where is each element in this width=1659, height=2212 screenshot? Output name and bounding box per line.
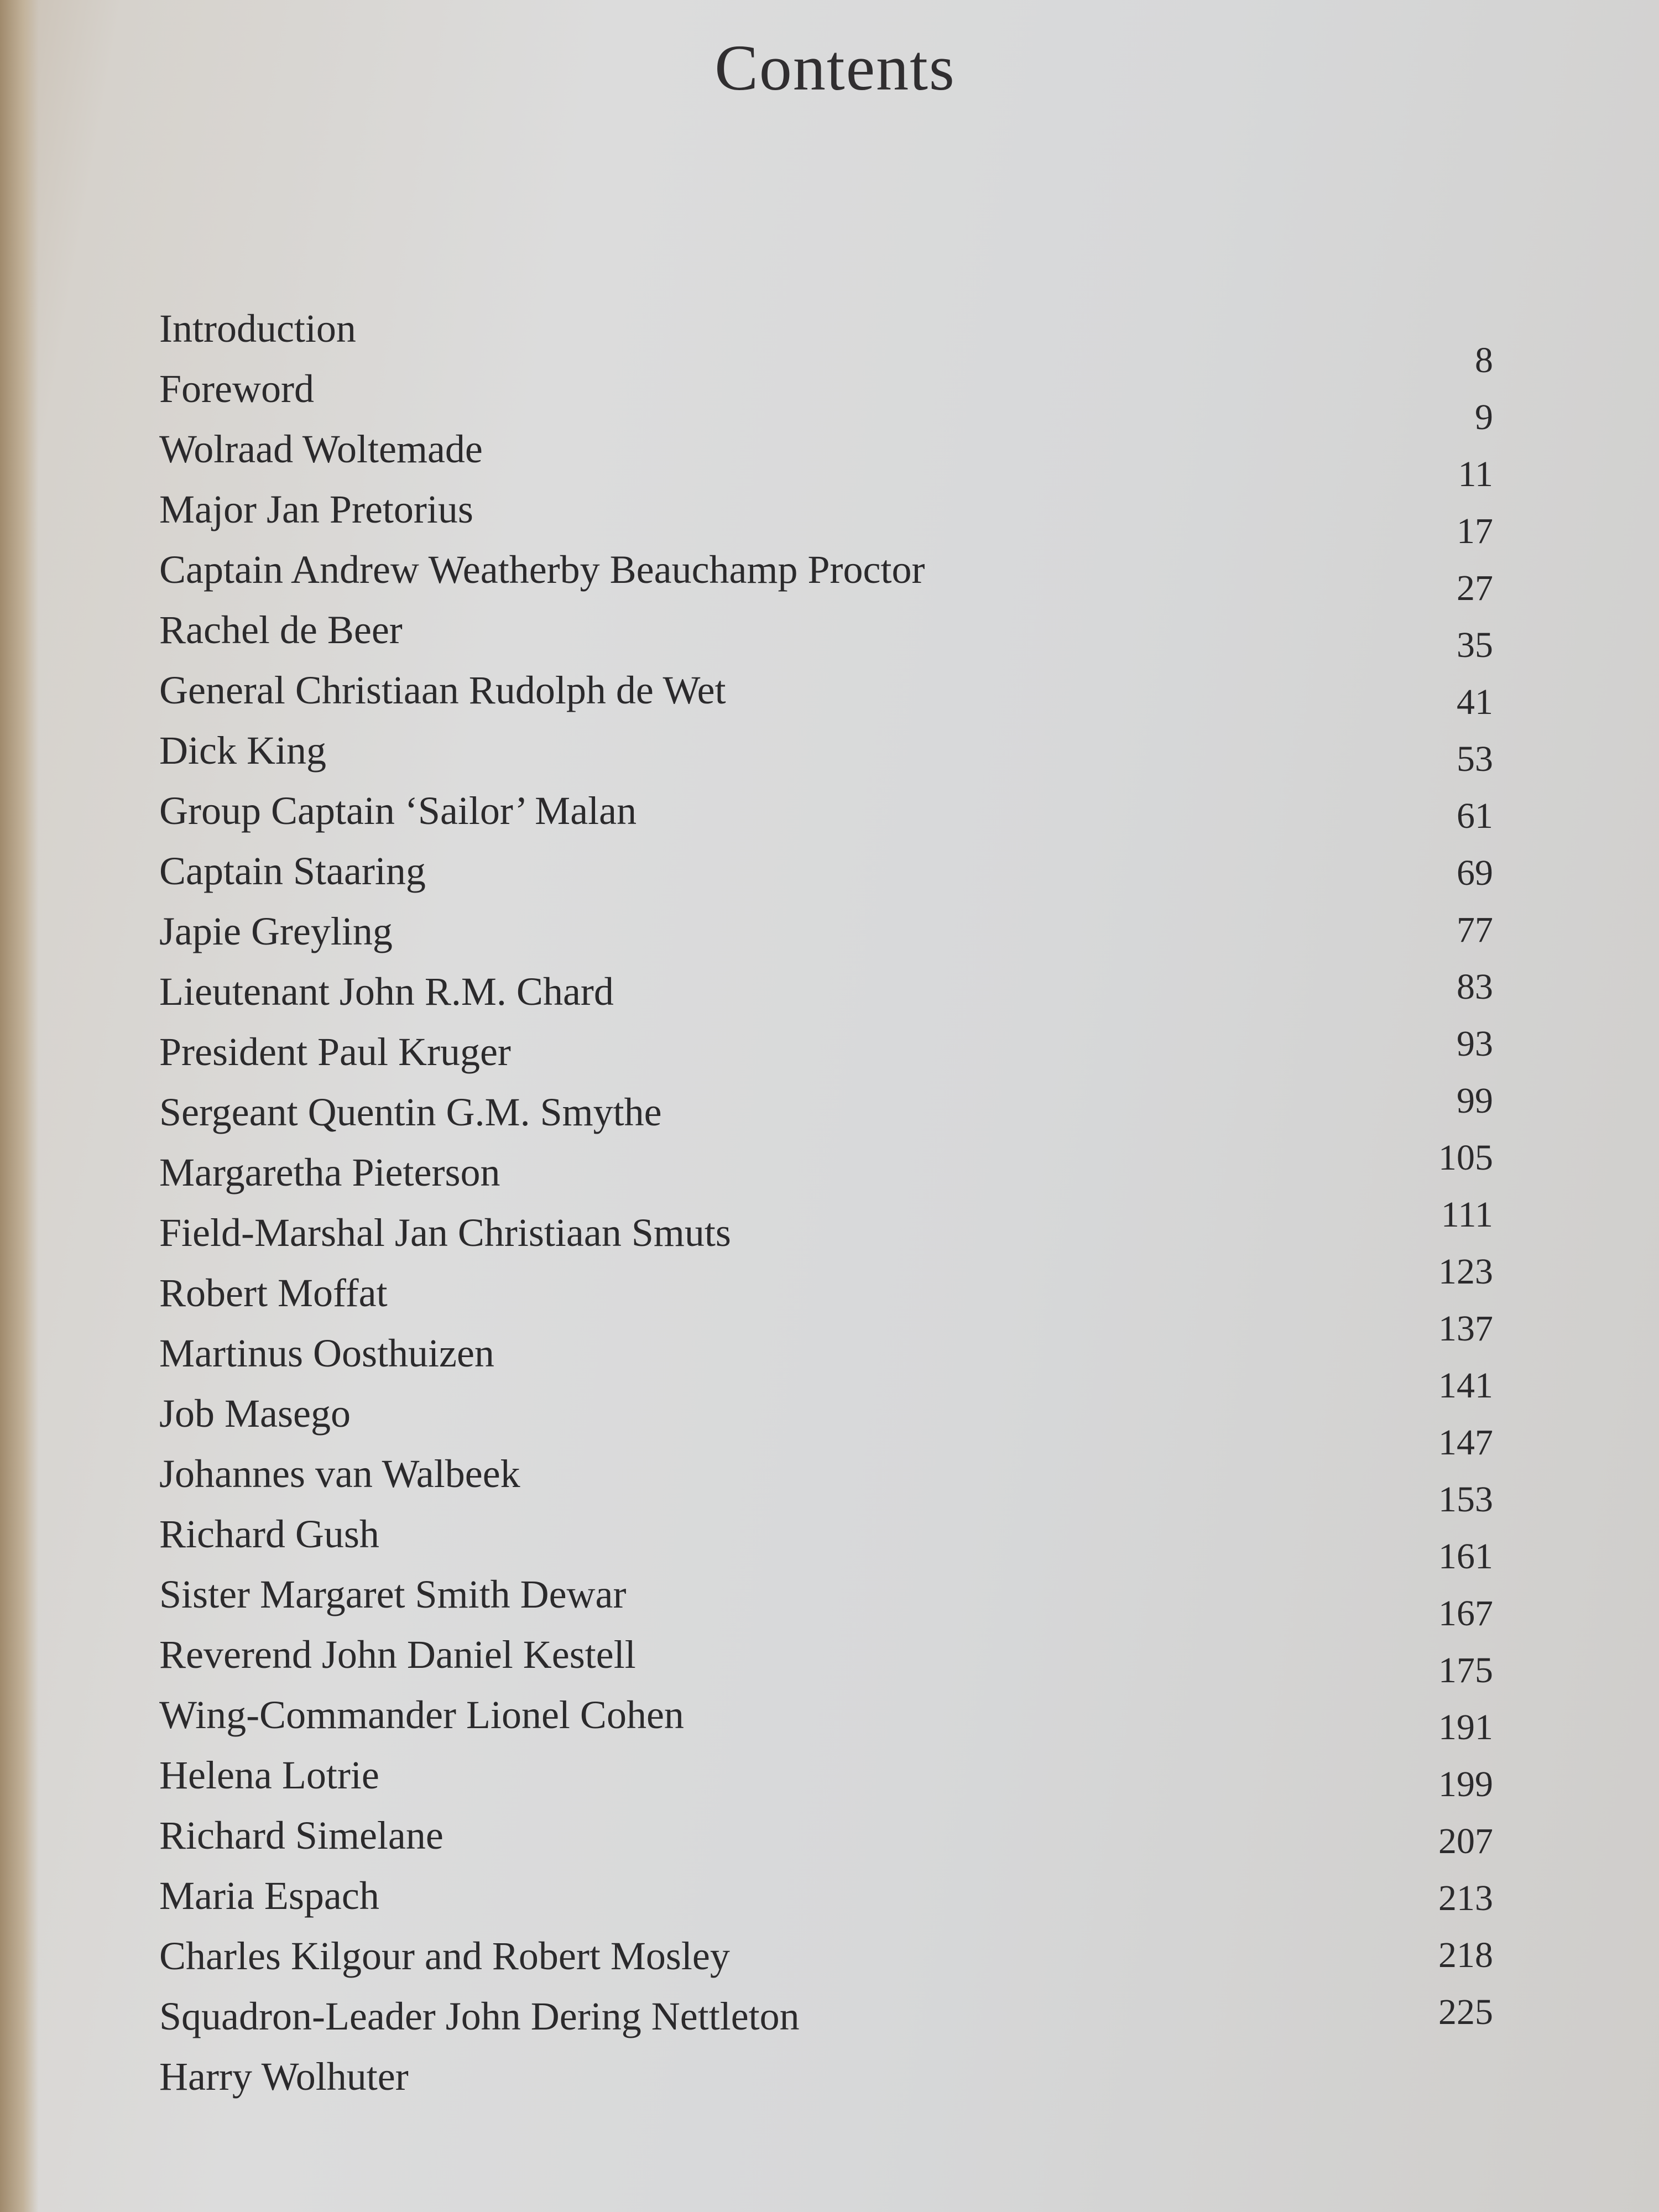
page-number: 213	[1438, 1878, 1493, 1918]
contents-entry: Sister Margaret Smith Dewar	[159, 1572, 627, 1616]
contents-entry: Martinus Oosthuizen	[159, 1331, 494, 1375]
contents-entry: Foreword	[159, 367, 314, 411]
page-number: 191	[1438, 1707, 1493, 1747]
page-number: 147	[1438, 1422, 1493, 1463]
contents-entry: Lieutenant John R.M. Chard	[159, 969, 614, 1014]
page-number: 218	[1438, 1935, 1493, 1975]
contents-entry: Wing-Commander Lionel Cohen	[159, 1693, 684, 1737]
contents-entry: Japie Greyling	[159, 909, 393, 953]
page-number: 41	[1457, 682, 1493, 722]
contents-entry: Captain Staaring	[159, 849, 426, 893]
page-number: 161	[1438, 1536, 1493, 1577]
page-number: 53	[1457, 739, 1493, 779]
page-number: 61	[1457, 796, 1493, 836]
contents-entry: President Paul Kruger	[159, 1030, 511, 1074]
contents-entry: Robert Moffat	[159, 1271, 388, 1315]
page-number: 69	[1457, 853, 1493, 893]
contents-entry: General Christiaan Rudolph de Wet	[159, 668, 726, 712]
page-number: 111	[1441, 1194, 1493, 1235]
page-number: 99	[1457, 1081, 1493, 1121]
page-number: 8	[1475, 340, 1493, 380]
page-number: 123	[1438, 1251, 1493, 1292]
contents-entry: Johannes van Walbeek	[159, 1452, 520, 1496]
page-number: 77	[1457, 910, 1493, 950]
contents-entry: Helena Lotrie	[159, 1753, 379, 1797]
page-number: 141	[1438, 1365, 1493, 1406]
page-number: 11	[1458, 454, 1493, 494]
contents-entry-list	[159, 299, 1210, 2107]
contents-entry: Introduction	[159, 306, 356, 351]
contents-entry: Charles Kilgour and Robert Mosley	[159, 1934, 730, 1978]
contents-entry: Dick King	[159, 728, 326, 773]
contents-entry: Harry Wolhuter	[159, 2054, 409, 2099]
page-number: 137	[1438, 1308, 1493, 1349]
contents-entry: Reverend John Daniel Kestell	[159, 1632, 636, 1677]
page-number: 93	[1457, 1024, 1493, 1064]
contents-entry: Group Captain ‘Sailor’ Malan	[159, 789, 637, 833]
contents-entry: Field-Marshal Jan Christiaan Smuts	[159, 1211, 731, 1255]
contents-entry: Rachel de Beer	[159, 608, 403, 652]
contents-entry: Margaretha Pieterson	[159, 1150, 500, 1194]
page-number: 105	[1438, 1138, 1493, 1178]
book-spine-shadow	[0, 0, 39, 2212]
contents-entry: Richard Simelane	[159, 1813, 444, 1858]
page-number: 225	[1438, 1992, 1493, 2032]
page-number: 153	[1438, 1479, 1493, 1520]
page-number: 167	[1438, 1593, 1493, 1634]
page-number: 35	[1457, 625, 1493, 665]
page-number: 199	[1438, 1764, 1493, 1804]
contents-entry: Sergeant Quentin G.M. Smythe	[159, 1090, 662, 1134]
contents-entry: Captain Andrew Weatherby Beauchamp Proctor	[159, 547, 925, 592]
contents-entry: Richard Gush	[159, 1512, 379, 1556]
page-number: 17	[1457, 511, 1493, 551]
page-number-list	[1371, 332, 1493, 2041]
page-number: 9	[1475, 397, 1493, 437]
page-number: 83	[1457, 967, 1493, 1007]
page-number: 207	[1438, 1821, 1493, 1861]
page-number: 27	[1457, 568, 1493, 608]
contents-entry: Job Masego	[159, 1391, 351, 1436]
page-title: Contents	[714, 32, 956, 104]
page-number: 175	[1438, 1650, 1493, 1691]
contents-entry: Maria Espach	[159, 1874, 379, 1918]
contents-entry: Squadron-Leader John Dering Nettleton	[159, 1994, 800, 2038]
contents-entry: Wolraad Woltemade	[159, 427, 483, 471]
contents-entry: Major Jan Pretorius	[159, 487, 473, 531]
